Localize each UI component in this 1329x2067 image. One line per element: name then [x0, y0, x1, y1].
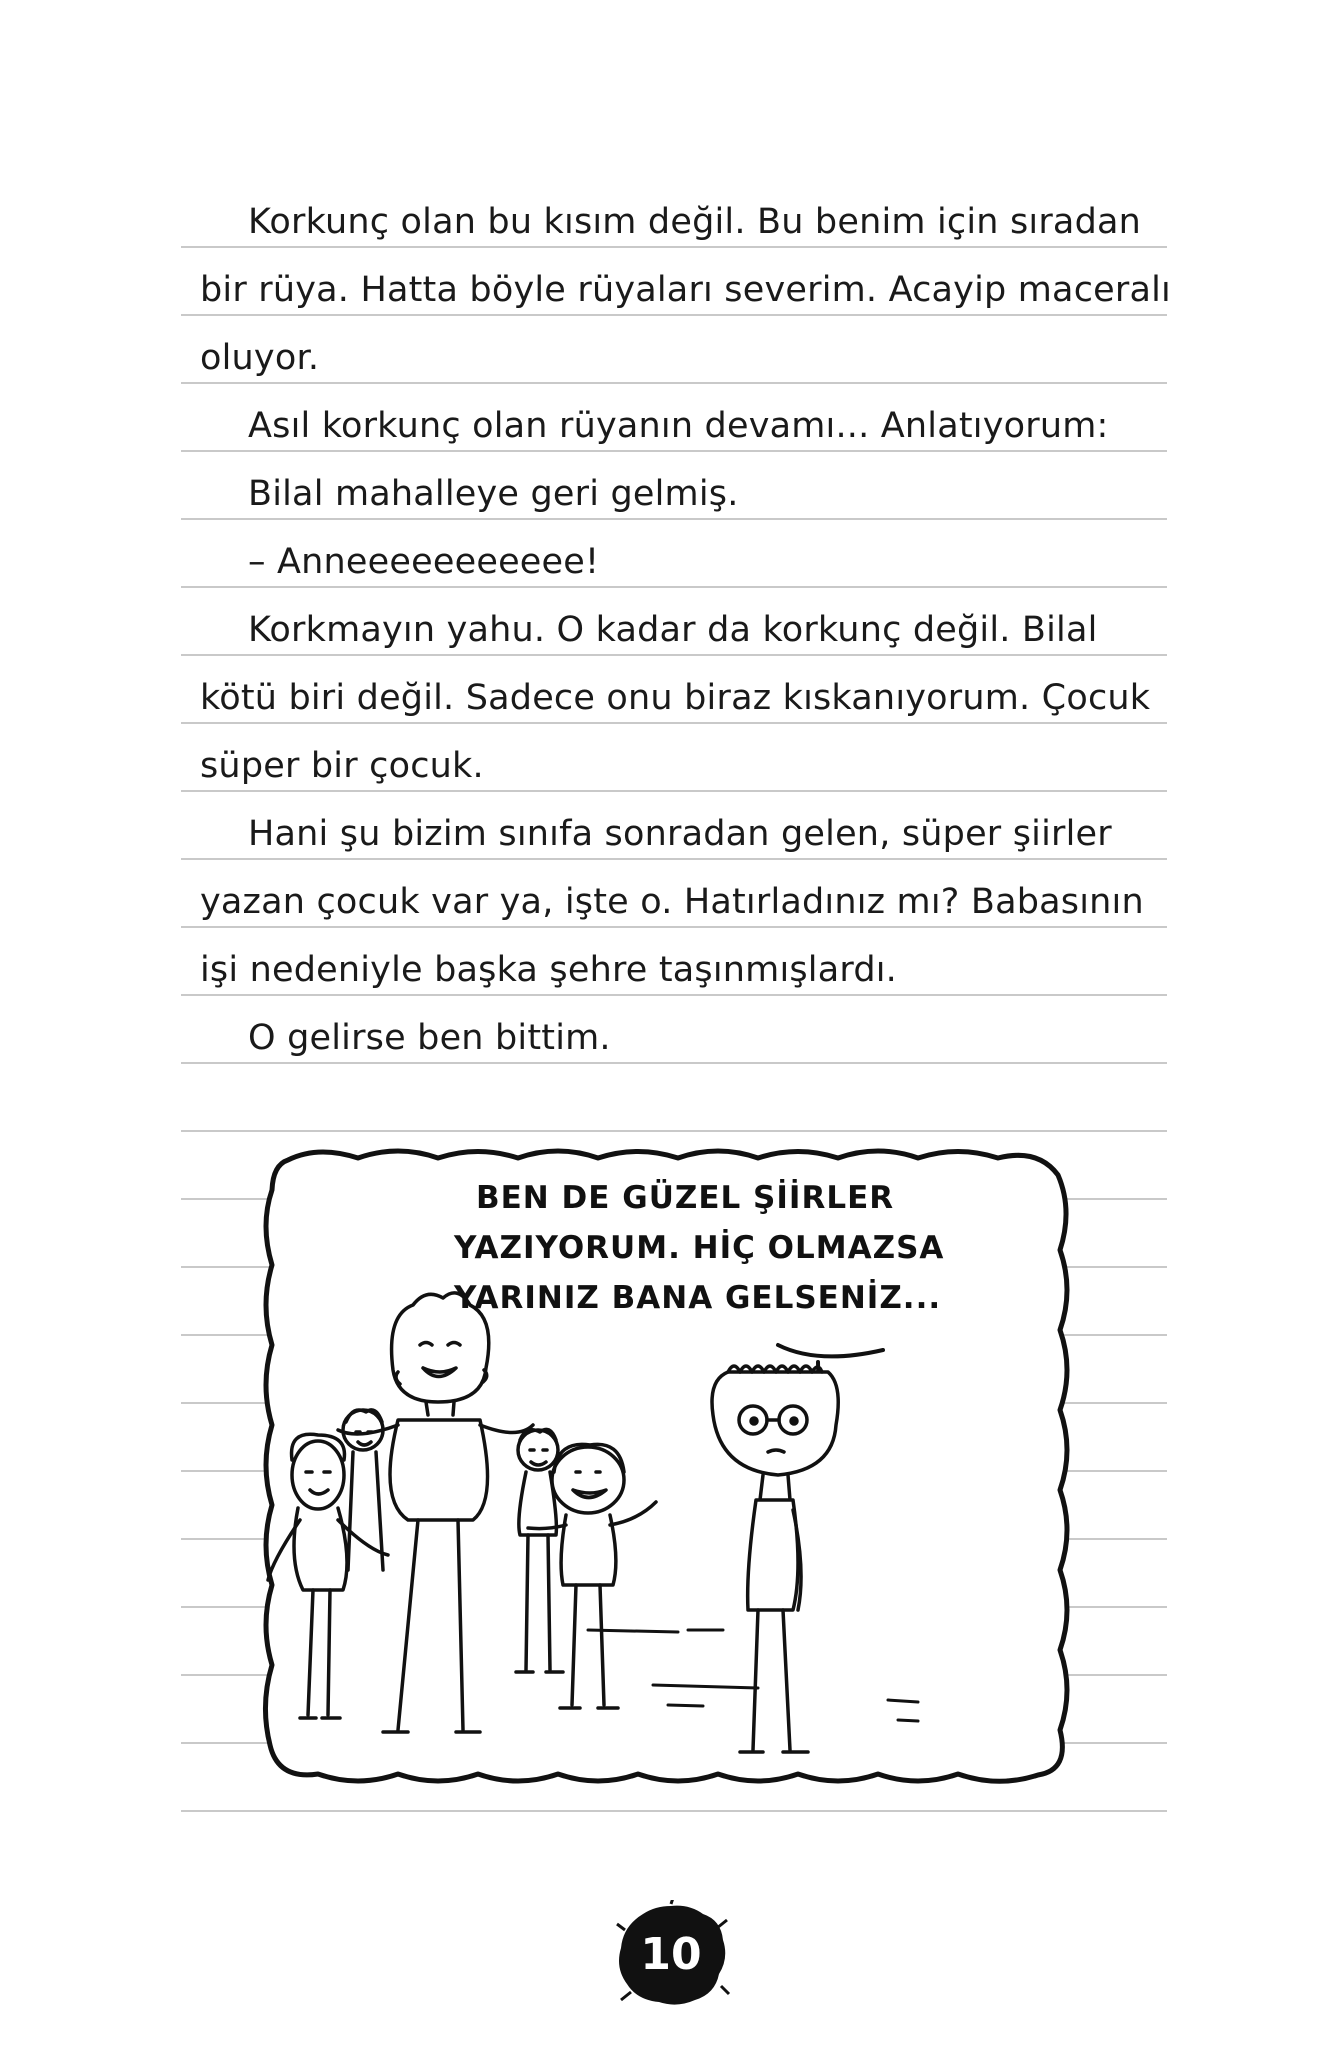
page-number-badge — [611, 1900, 731, 2010]
ruled-line — [181, 654, 1167, 656]
text-line: işi nedeniyle başka şehre taşınmışlardı. — [200, 950, 898, 990]
text-line: süper bir çocuk. — [200, 746, 484, 786]
speech-line: YAZIYORUM. HİÇ OLMAZSA — [454, 1230, 945, 1266]
page-number: 10 — [640, 1929, 702, 1980]
ruled-line — [181, 450, 1167, 452]
speech-line: BEN DE GÜZEL ŞİİRLER — [476, 1180, 895, 1216]
text-line: O gelirse ben bittim. — [248, 1018, 611, 1058]
text-line: oluyor. — [200, 338, 320, 378]
ruled-line — [181, 994, 1167, 996]
text-line: bir rüya. Hatta böyle rüyaları severim. Acayip maceralı — [200, 270, 1171, 310]
ruled-line — [181, 722, 1167, 724]
text-line: yazan çocuk var ya, işte o. Hatırladınız mı? Babasının — [200, 882, 1144, 922]
text-line: Korkmayın yahu. O kadar da korkunç değil. Bilal — [248, 610, 1098, 650]
text-line: Asıl korkunç olan rüyanın devamı... Anlatıyorum: — [248, 406, 1109, 446]
comic-illustration — [258, 1140, 1078, 1790]
ruled-line — [181, 790, 1167, 792]
ruled-line — [181, 382, 1167, 384]
text-line: kötü biri değil. Sadece onu biraz kıskanıyorum. Çocuk — [200, 678, 1151, 718]
text-line: Korkunç olan bu kısım değil. Bu benim için sıradan — [248, 202, 1142, 242]
ruled-line — [181, 858, 1167, 860]
ruled-line — [181, 518, 1167, 520]
ruled-line — [181, 926, 1167, 928]
text-line: Hani şu bizim sınıfa sonradan gelen, süper şiirler — [248, 814, 1112, 854]
ruled-line — [181, 586, 1167, 588]
ruled-line — [181, 1130, 1167, 1132]
ruled-line — [181, 246, 1167, 248]
text-line: Bilal mahalleye geri gelmiş. — [248, 474, 739, 514]
ruled-line — [181, 1062, 1167, 1064]
ruled-line — [181, 1810, 1167, 1812]
ruled-line — [181, 314, 1167, 316]
text-line: – Anneeeeeeeeeee! — [248, 542, 600, 582]
speech-line: YARINIZ BANA GELSENİZ... — [454, 1280, 942, 1316]
